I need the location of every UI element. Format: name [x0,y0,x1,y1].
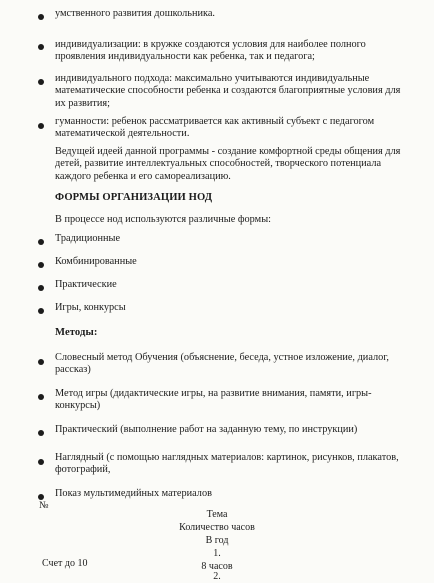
table-row-number: 1. [213,548,221,559]
list-item: Практический (выполнение работ на заданную тему, по инструкции) [55,424,358,435]
list-item: Практические [55,279,117,290]
bullet-marker [38,44,44,50]
table-hours-header: Количество часов [179,522,255,533]
table-row-topic: Счет до 10 [42,558,88,569]
bullet-marker [38,123,44,129]
bullet-marker [38,359,44,365]
bullet-marker [38,79,44,85]
bullet-marker [38,14,44,20]
list-item: Метод игры (дидактические игры, на развитие внимания, памяти, игры-конкурсы) [55,388,372,412]
forms-intro: В процессе нод используются различные формы: [55,214,271,225]
bullet-marker [38,459,44,465]
list-item: Комбинированные [55,256,137,267]
table-number-header: № [39,500,49,511]
list-item: Традиционные [55,233,121,244]
list-item: индивидуализации: в кружке создаются условия для наиболее полного проявления индивидуальности как ребенка, так и педагога; [55,39,366,63]
list-item: Показ мультимедийных материалов [55,488,212,499]
list-item: индивидуального подхода: максимально учитываются индивидуальные математические способности ребенка и создаются благоприятные условия для их развития; [55,73,401,109]
bullet-marker [38,239,44,245]
list-item: Игры, конкурсы [55,302,126,313]
table-row-hours: 8 часов [201,561,233,572]
bullet-marker [38,308,44,314]
lead-paragraph: Ведущей идеей данной программы - создание комфортной среды общения для детей, развитие интеллектуальных способностей, творческого потенциала каждого ребенка и его самореализацию. [55,146,401,182]
forms-heading: ФОРМЫ ОРГАНИЗАЦИИ НОД [55,192,213,203]
table-row-number: 2. [213,571,221,582]
bullet-marker [38,394,44,400]
list-item: Наглядный (с помощью наглядных материалов: картинок, рисунков, плакатов, фотографий, [55,452,399,476]
list-item: умственного развития дошкольника. [55,8,215,19]
list-item: Словесный метод Обучения (объяснение, беседа, устное изложение, диалог, рассказ) [55,352,389,376]
table-per-year-header: В год [205,535,229,546]
bullet-marker [38,285,44,291]
table-topic-header: Тема [206,509,228,520]
bullet-marker [38,430,44,436]
methods-heading: Методы: [55,327,98,338]
list-item: гуманности: ребенок рассматривается как активный субъект с педагогом математической деятельности. [55,116,375,140]
bullet-marker [38,262,44,268]
